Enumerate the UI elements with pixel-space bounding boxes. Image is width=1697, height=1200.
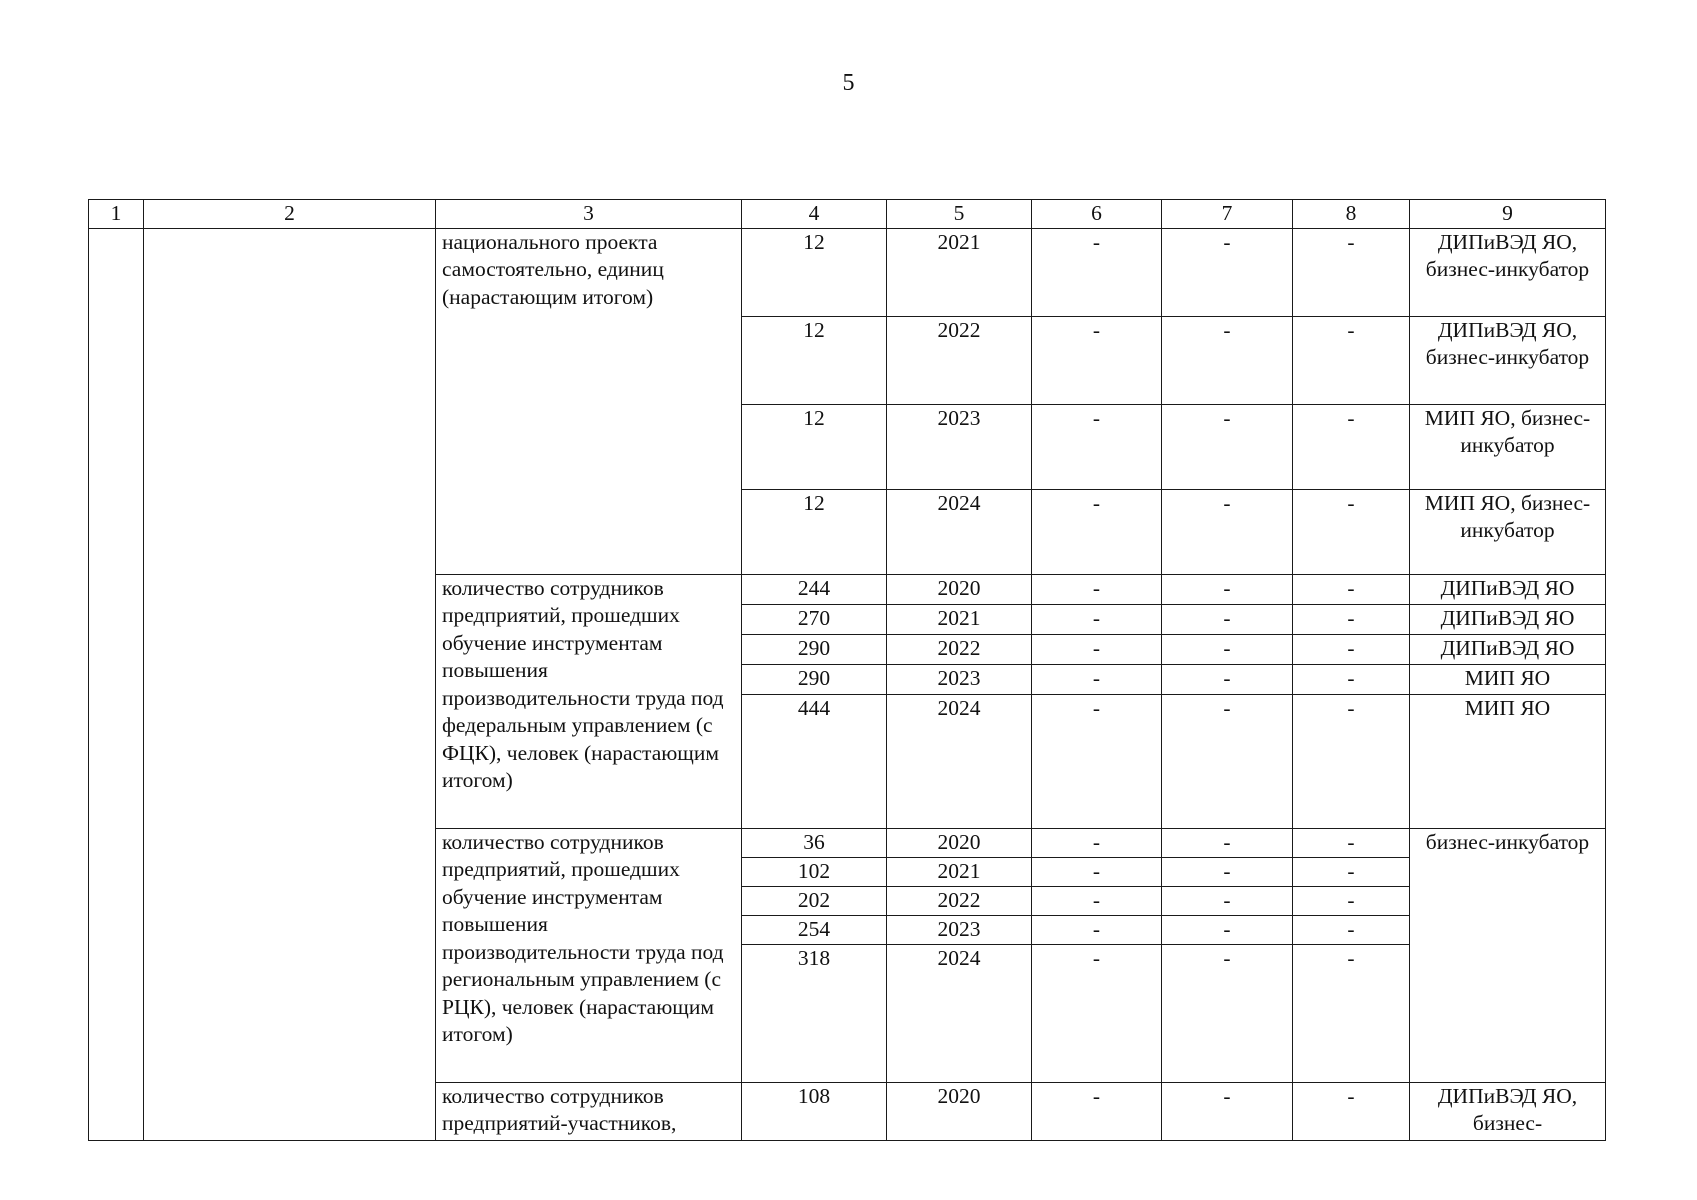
value-cell: 12: [742, 228, 887, 316]
col6-cell: -: [1032, 228, 1162, 316]
table-row: [89, 228, 1606, 316]
year-cell: 2021: [887, 604, 1032, 634]
col8-cell: -: [1293, 228, 1410, 316]
indicator-cell: количество сотрудников предприятий, прошедших обучение инструментам повышения производительности труда под федеральным управлением (с ФЦК), человек (нарастающим итогом): [436, 574, 742, 828]
value-cell: 270: [742, 604, 887, 634]
col7-cell: -: [1162, 886, 1293, 915]
col6-cell: -: [1032, 1082, 1162, 1140]
value-cell: 102: [742, 857, 887, 886]
col6-cell: -: [1032, 404, 1162, 489]
year-cell: 2024: [887, 694, 1032, 828]
col7-cell: -: [1162, 915, 1293, 944]
value-cell: 36: [742, 828, 887, 857]
year-cell: 2022: [887, 886, 1032, 915]
col8-cell: -: [1293, 944, 1410, 1082]
header-cell: 3: [436, 200, 742, 229]
header-row: [89, 200, 1606, 229]
col8-cell: -: [1293, 634, 1410, 664]
col6-cell: -: [1032, 886, 1162, 915]
header-cell: 8: [1293, 200, 1410, 229]
col6-cell: -: [1032, 316, 1162, 404]
col7-cell: -: [1162, 489, 1293, 574]
value-cell: 444: [742, 694, 887, 828]
col7-cell: -: [1162, 664, 1293, 694]
responsible-cell: ДИПиВЭД ЯО: [1410, 634, 1606, 664]
col6-cell: -: [1032, 828, 1162, 857]
responsible-cell: МИП ЯО: [1410, 694, 1606, 828]
value-cell: 290: [742, 634, 887, 664]
value-cell: 254: [742, 915, 887, 944]
year-cell: 2024: [887, 489, 1032, 574]
year-cell: 2023: [887, 664, 1032, 694]
responsible-cell: МИП ЯО: [1410, 664, 1606, 694]
col7-cell: -: [1162, 316, 1293, 404]
responsible-cell: ДИПиВЭД ЯО: [1410, 574, 1606, 604]
header-cell: 2: [144, 200, 436, 229]
responsible-cell: ДИПиВЭД ЯО, бизнес-инкубатор: [1410, 228, 1606, 316]
col6-cell: -: [1032, 694, 1162, 828]
year-cell: 2020: [887, 1082, 1032, 1140]
measure-cell: [144, 228, 436, 1140]
value-cell: 108: [742, 1082, 887, 1140]
col8-cell: -: [1293, 489, 1410, 574]
year-cell: 2022: [887, 634, 1032, 664]
col7-cell: -: [1162, 574, 1293, 604]
col8-cell: -: [1293, 828, 1410, 857]
col8-cell: -: [1293, 857, 1410, 886]
value-cell: 12: [742, 316, 887, 404]
col8-cell: -: [1293, 1082, 1410, 1140]
col8-cell: -: [1293, 404, 1410, 489]
col6-cell: -: [1032, 574, 1162, 604]
col6-cell: -: [1032, 944, 1162, 1082]
col8-cell: -: [1293, 886, 1410, 915]
header-cell: 1: [89, 200, 144, 229]
col8-cell: -: [1293, 316, 1410, 404]
col7-cell: -: [1162, 828, 1293, 857]
header-cell: 9: [1410, 200, 1606, 229]
col6-cell: -: [1032, 664, 1162, 694]
year-cell: 2023: [887, 915, 1032, 944]
col8-cell: -: [1293, 694, 1410, 828]
responsible-cell: ДИПиВЭД ЯО, бизнес-инкубатор: [1410, 316, 1606, 404]
indicator-cell: количество сотрудников предприятий, прошедших обучение инструментам повышения производительности труда под региональным управлением (с РЦК), человек (нарастающим итогом): [436, 828, 742, 1082]
value-cell: 202: [742, 886, 887, 915]
header-cell: 6: [1032, 200, 1162, 229]
col7-cell: -: [1162, 694, 1293, 828]
col7-cell: -: [1162, 404, 1293, 489]
year-cell: 2020: [887, 828, 1032, 857]
page-number: 5: [842, 70, 855, 96]
col7-cell: -: [1162, 944, 1293, 1082]
indicators-table: [88, 199, 1606, 1141]
responsible-cell: бизнес-инкубатор: [1410, 828, 1606, 1082]
responsible-cell: ДИПиВЭД ЯО, бизнес-: [1410, 1082, 1606, 1140]
responsible-cell: МИП ЯО, бизнес-инкубатор: [1410, 404, 1606, 489]
year-cell: 2021: [887, 228, 1032, 316]
header-cell: 7: [1162, 200, 1293, 229]
value-cell: 290: [742, 664, 887, 694]
header-cell: 5: [887, 200, 1032, 229]
year-cell: 2024: [887, 944, 1032, 1082]
value-cell: 244: [742, 574, 887, 604]
value-cell: 12: [742, 404, 887, 489]
col8-cell: -: [1293, 915, 1410, 944]
value-cell: 318: [742, 944, 887, 1082]
year-cell: 2021: [887, 857, 1032, 886]
year-cell: 2020: [887, 574, 1032, 604]
col6-cell: -: [1032, 489, 1162, 574]
header-cell: 4: [742, 200, 887, 229]
col7-cell: -: [1162, 634, 1293, 664]
indicator-cell: количество сотрудников предприятий-участников,: [436, 1082, 742, 1140]
col7-cell: -: [1162, 1082, 1293, 1140]
col6-cell: -: [1032, 857, 1162, 886]
col7-cell: -: [1162, 857, 1293, 886]
year-cell: 2023: [887, 404, 1032, 489]
col6-cell: -: [1032, 634, 1162, 664]
year-cell: 2022: [887, 316, 1032, 404]
responsible-cell: ДИПиВЭД ЯО: [1410, 604, 1606, 634]
indicator-cell: национального проекта самостоятельно, единиц (нарастающим итогом): [436, 228, 742, 574]
col7-cell: -: [1162, 228, 1293, 316]
number-cell: [89, 228, 144, 1140]
col6-cell: -: [1032, 915, 1162, 944]
col6-cell: -: [1032, 604, 1162, 634]
col8-cell: -: [1293, 664, 1410, 694]
responsible-cell: МИП ЯО, бизнес-инкубатор: [1410, 489, 1606, 574]
value-cell: 12: [742, 489, 887, 574]
col8-cell: -: [1293, 604, 1410, 634]
col7-cell: -: [1162, 604, 1293, 634]
col8-cell: -: [1293, 574, 1410, 604]
